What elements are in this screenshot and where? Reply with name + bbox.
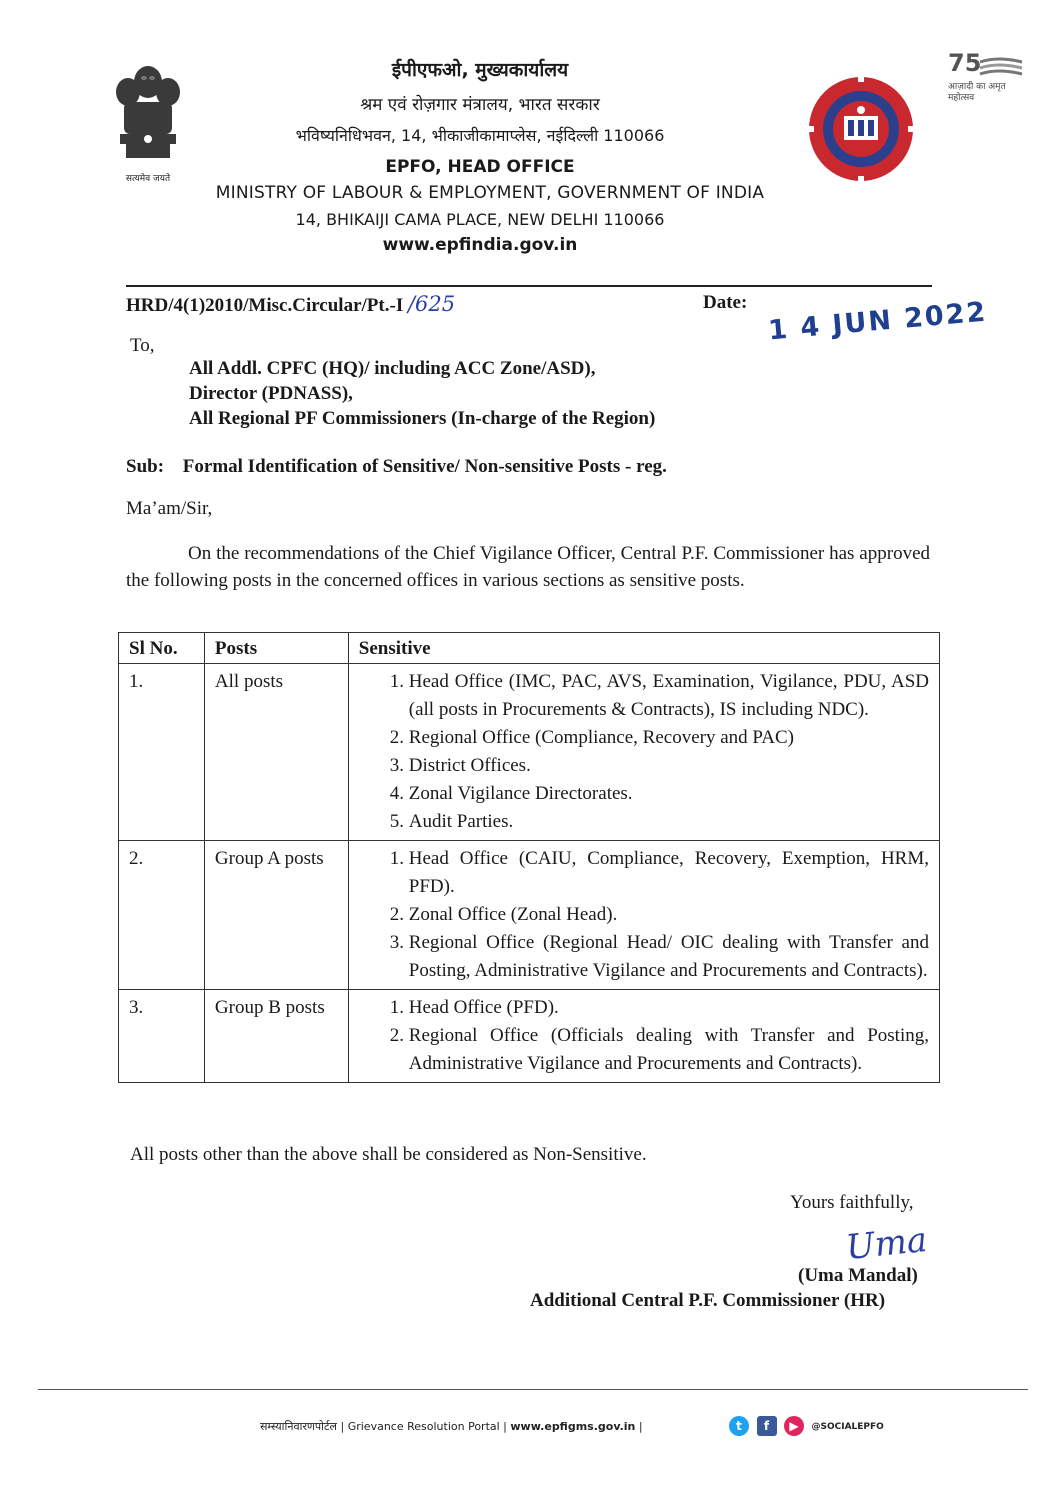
header-sensitive: Sensitive [348, 633, 939, 664]
flag-swirl-icon [978, 56, 1024, 78]
footer-social [729, 1416, 884, 1436]
list-item: 2. Regional Office (Compliance, Recovery and PAC) [409, 724, 929, 752]
table-row [119, 990, 940, 1083]
closing-note: All posts other than the above shall be considered as Non-Sensitive. [130, 1144, 647, 1165]
list-item: 2. Zonal Office (Zonal Head). [409, 901, 929, 929]
addressee-block [189, 356, 655, 431]
table-header-row [119, 633, 940, 664]
body-paragraph: On the recommendations of the Chief Vigilance Officer, Central P.F. Commissioner has approved the following posts in the concerned offices in various sections as sensitive posts. [126, 543, 930, 591]
reference-number [126, 292, 455, 317]
list-item: 1. Head Office (CAIU, Compliance, Recovery, Exemption, HRM, PFD). [409, 845, 929, 901]
hindi-ministry: श्रम एवं रोज़गार मंत्रालय, भारत सरकार [360, 95, 600, 115]
website: www.epfindia.gov.in [382, 235, 578, 255]
cell-sensitive [348, 841, 939, 990]
subject-text: Formal Identification of Sensitive/ Non-sensitive Posts - reg. [182, 456, 667, 477]
footer-divider [38, 1389, 1028, 1390]
cell-sensitive [348, 990, 939, 1083]
twitter-icon[interactable]: t [729, 1416, 749, 1436]
date-label: Date: [703, 292, 748, 313]
signatory-designation: Additional Central P.F. Commissioner (HR) [530, 1290, 886, 1311]
handwritten-reference-suffix: /625 [407, 292, 456, 316]
header-divider [126, 285, 932, 287]
footer-separator: | [638, 1420, 643, 1433]
footer-portal [260, 1419, 643, 1434]
header-posts: Posts [204, 633, 348, 664]
salutation: Ma’am/Sir, [126, 498, 213, 519]
english-office-title: EPFO, HEAD OFFICE [385, 157, 575, 177]
epfo-logo [806, 74, 916, 184]
reference-number-text: HRD/4(1)2010/Misc.Circular/Pt.-I [126, 295, 404, 316]
table-row [119, 841, 940, 990]
portal-url-link[interactable]: www.epfigms.gov.in [510, 1420, 636, 1433]
portal-text: | Grievance Resolution Portal | [340, 1420, 507, 1433]
hindi-office-title: ईपीएफओ, मुख्यकार्यालय [391, 59, 569, 81]
emblem-motto: सत्यमेव जयते [125, 174, 171, 184]
header-sl-no: Sl No. [119, 633, 205, 664]
social-handle: @SOCIALEPFO [811, 1422, 884, 1432]
to-line: To, [130, 335, 155, 356]
cell-sensitive [348, 664, 939, 841]
azadi-ka-amrit-mahotsav-logo [948, 50, 1026, 112]
national-emblem [110, 58, 186, 184]
handwritten-signature: Uma [844, 1219, 930, 1269]
azadi-logo-text: आज़ादी का अमृत महोत्सव [948, 82, 1006, 103]
hindi-address: भविष्यनिधिभवन, 14, भीकाजीकामाप्लेस, नईदिल्ली 110066 [295, 126, 665, 145]
list-item: 1. Head Office (IMC, PAC, AVS, Examination, Vigilance, PDU, ASD (all posts in Procurements & Contracts), IS including NDC). [409, 668, 929, 724]
azadi-logo-number: 75 [948, 49, 982, 77]
list-item: 5. Audit Parties. [409, 808, 929, 836]
list-item: 3. District Offices. [409, 752, 929, 780]
complimentary-close: Yours faithfully, [790, 1192, 914, 1213]
english-address: 14, BHIKAIJI CAMA PLACE, NEW DELHI 110066 [295, 210, 665, 229]
subject-line [126, 456, 667, 478]
cell-sl-no: 3. [119, 990, 205, 1083]
list-item: 4. Zonal Vigilance Directorates. [409, 780, 929, 808]
list-item: 1. Head Office (PFD). [409, 994, 929, 1022]
list-item: 2. Regional Office (Officials dealing with Transfer and Posting, Administrative Vigilance and Procurements and Contracts). [409, 1022, 929, 1078]
date-stamp: 1 4 JUN 2022 [767, 296, 989, 347]
cell-posts: Group B posts [204, 990, 348, 1083]
english-ministry: MINISTRY OF LABOUR & EMPLOYMENT, GOVERNMENT OF INDIA [215, 183, 765, 203]
signatory-name: (Uma Mandal) [798, 1265, 918, 1286]
addressee-line: All Addl. CPFC (HQ)/ including ACC Zone/ASD), [189, 358, 596, 379]
table-row [119, 664, 940, 841]
sensitive-posts-table-wrapper [118, 632, 940, 1083]
addressee-line: All Regional PF Commissioners (In-charge of the Region) [189, 408, 656, 429]
cell-posts: Group A posts [204, 841, 348, 990]
facebook-icon[interactable]: f [757, 1416, 777, 1436]
youtube-icon[interactable]: ▶ [784, 1416, 804, 1436]
addressee-line: Director (PDNASS), [189, 383, 353, 404]
sensitive-posts-table [118, 632, 940, 1083]
cell-sl-no: 2. [119, 841, 205, 990]
epfo-gear-logo-icon [806, 74, 916, 184]
subject-label: Sub: [126, 456, 165, 477]
cell-sl-no: 1. [119, 664, 205, 841]
lion-capital-icon [110, 58, 186, 168]
list-item: 3. Regional Office (Regional Head/ OIC dealing with Transfer and Posting, Administrative Vigilance and Procurements and Contracts). [409, 929, 929, 985]
portal-hindi: सम्स्यानिवारणपोर्टल [260, 1420, 337, 1433]
cell-posts: All posts [204, 664, 348, 841]
